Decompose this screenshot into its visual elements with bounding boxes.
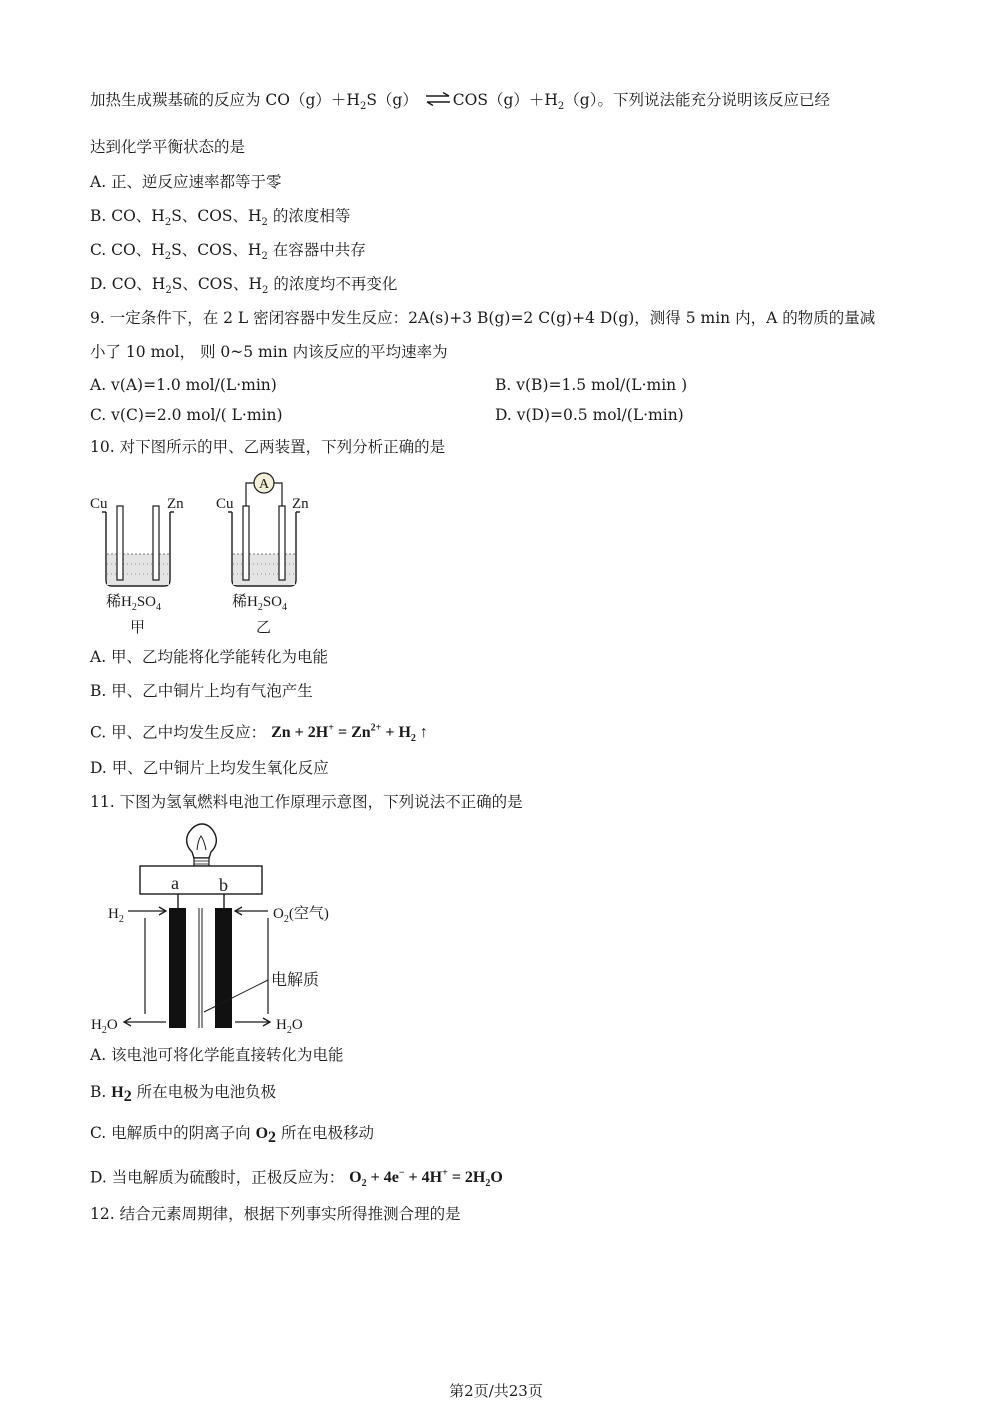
q10-option-d: D. 甲、乙中铜片上均发生氧化反应	[90, 759, 329, 777]
q11-option-b: B. $H_2$ 所在电极为电池负极	[90, 1083, 277, 1106]
electrolyte-label: 电解质	[271, 972, 320, 989]
q11-stem: 11. 下图为氢氧燃料电池工作原理示意图，下列说法不正确的是	[90, 793, 523, 811]
external-circuit-box	[140, 866, 262, 894]
h2-inlet-label: $H_2$	[108, 906, 124, 925]
q11-option-c: C. 电解质中的阴离子向 $O_2$ 所在电极移动	[90, 1124, 374, 1147]
h2o-right-label: $H_2O$	[276, 1017, 303, 1034]
zn-label-yi: Zn	[292, 496, 309, 512]
h2o-left-label: $H_2O$	[91, 1017, 118, 1034]
q9-option-a: A. v(A)=1.0 mol/(L·min)	[90, 376, 277, 394]
electrode-b-label: b	[219, 875, 228, 895]
o2-inlet-label: $O_2$(空气)	[273, 906, 329, 925]
q10-option-b: B. 甲、乙中铜片上均有气泡产生	[90, 682, 313, 700]
q8-option-c: C. CO、$H_2S$、COS、$H_2$ 在容器中共存	[90, 241, 366, 263]
q8-option-a: A. 正、逆反应速率都等于零	[90, 173, 282, 191]
zn-label-jia: Zn	[167, 496, 184, 512]
q8-stem-line2: 达到化学平衡状态的是	[90, 138, 246, 156]
q11-option-a: A. 该电池可将化学能直接转化为电能	[90, 1046, 344, 1064]
q9-stem-line1: 9. 一定条件下，在 2 L 密闭容器中发生反应：2A(s)+3 B(g)=2 C(g)+4 D(g)，测得 5 min 内，A 的物质的量减	[90, 309, 876, 327]
label-jia: 甲	[130, 620, 146, 636]
electrode-b	[215, 908, 232, 1028]
page-footer: 第2页/共23页	[449, 1382, 543, 1400]
q11-equation: $O_2 + 4e^- + 4H^+ = 2H_2O$	[349, 1168, 503, 1190]
label-yi: 乙	[256, 620, 272, 636]
q8-option-b: B. CO、$H_2S$、COS、$H_2$ 的浓度相等	[90, 207, 351, 229]
q8-option-d: D. CO、$H_2S$、COS、$H_2$ 的浓度均不再变化	[90, 275, 398, 297]
equilibrium-arrow-icon	[425, 91, 451, 111]
q12-stem: 12. 结合元素周期律，根据下列事实所得推测合理的是	[90, 1205, 461, 1223]
q11-option-d: D. 当电解质为硫酸时，正极反应为： $O_2 + 4e^- + 4H^+ = 2H_2O$	[90, 1168, 503, 1190]
light-bulb-icon	[187, 824, 217, 866]
q10-equation: $Zn + 2H^+ = Zn^{2+} + H_2$ ↑	[271, 723, 428, 745]
q10-galvanic-cells-figure	[88, 468, 328, 640]
q10-option-a: A. 甲、乙均能将化学能转化为电能	[90, 648, 329, 666]
solution-label-yi: 稀$H_2SO_4$	[232, 594, 288, 613]
q8-stem-line1: 加热生成羰基硫的反应为 $CO(g)+H_2S(g)$ $COS(g)+H_2(g)$。下列说法能充分说明该反应已经	[90, 91, 830, 113]
q10-option-c: C. 甲、乙中均发生反应： $Zn + 2H^+ = Zn^{2+} + H_2$ ↑	[90, 723, 428, 745]
electrode-a-label: a	[171, 873, 179, 893]
q10-stem: 10. 对下图所示的甲、乙两装置，下列分析正确的是	[90, 438, 446, 456]
q9-stem-line2: 小了 10 mol， 则 0~5 min 内该反应的平均速率为	[90, 343, 448, 361]
q9-option-d: D. v(D)=0.5 mol/(L·min)	[495, 406, 684, 424]
cu-label-yi: Cu	[216, 496, 234, 512]
solution-label-jia: 稀$H_2SO_4$	[106, 594, 162, 613]
cu-label-jia: Cu	[90, 496, 108, 512]
q9-option-c: C. v(C)=2.0 mol/( L·min)	[90, 406, 283, 424]
beaker-jia	[102, 506, 174, 586]
q11-fuel-cell-figure	[88, 822, 358, 1034]
electrode-a	[169, 908, 186, 1028]
q9-option-b: B. v(B)=1.5 mol/(L·min )	[495, 376, 688, 394]
ammeter-label: A	[259, 477, 270, 492]
